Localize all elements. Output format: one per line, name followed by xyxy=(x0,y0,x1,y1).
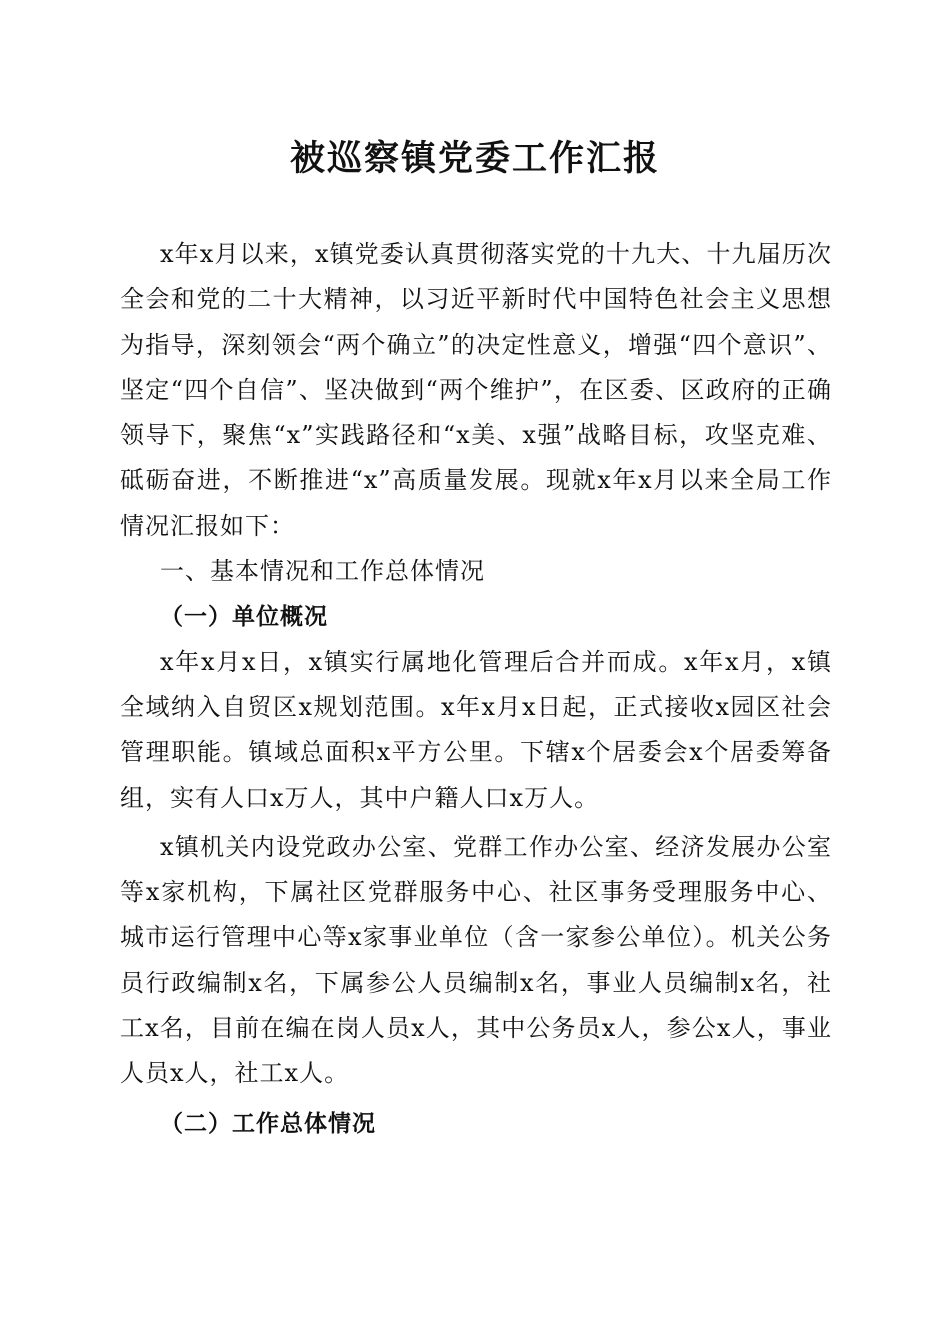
subsection-heading-overall-work: （二）工作总体情况 xyxy=(160,1109,376,1137)
intro-paragraph: x年x月以来，x镇党委认真贯彻落实党的十九大、十九届历次全会和党的二十大精神，以习近平新时代中国特色社会主义思想为指导，深刻领会“两个确立”的决定性意义，增强“四个意识”、坚定“四个自信”、坚决做到“两个维护”，在区委、区政府的正确领导下，聚焦“x”实践路径和“x美、x强”战略目标，攻坚克难、砥砺奋进，不断推进“x”高质量发展。现就x年x月以来全局工作情况汇报如下： xyxy=(120,240,832,540)
unit-overview-paragraph-2: x镇机关内设党政办公室、党群工作办公室、经济发展办公室等x家机构，下属社区党群服务中心、社区事务受理服务中心、城市运行管理中心等x家事业单位（含一家参公单位）。机关公务员行政编制x名，下属参公人员编制x名，事业人员编制x名，社工x名，目前在编在岗人员x人，其中公务员x人，参公x人，事业人员x人，社工x人。 xyxy=(120,832,832,1088)
document-body xyxy=(120,232,832,1146)
subsection-heading-unit-overview: （一）单位概况 xyxy=(160,603,328,631)
document-title: 被巡察镇党委工作汇报 xyxy=(289,138,660,179)
section-heading-basic-situation: 一、基本情况和工作总体情况 xyxy=(160,557,485,586)
unit-overview-paragraph-1: x年x月x日，x镇实行属地化管理后合并而成。x年x月，x镇全域纳入自贸区x规划范围。x年x月x日起，正式接收x园区社会管理职能。镇域总面积x平方公里。下辖x个居委会x个居委筹备组，实有人口x万人，其中户籍人口x万人。 xyxy=(120,647,832,812)
